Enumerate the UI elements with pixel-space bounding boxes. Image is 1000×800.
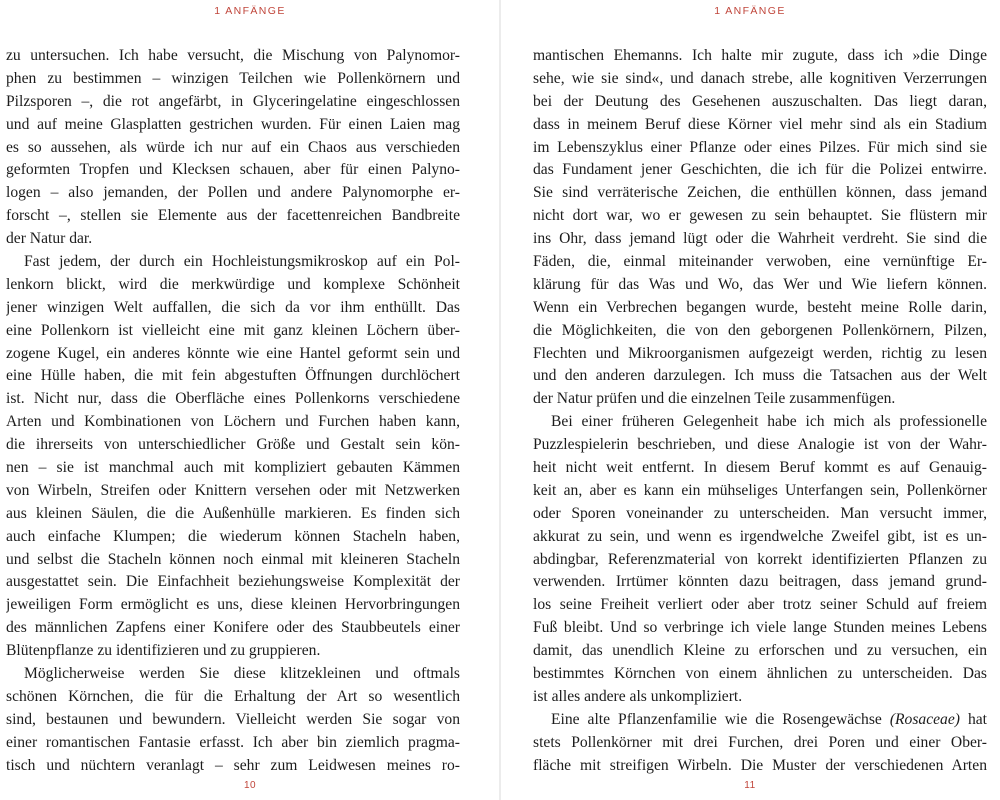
text-line: sehe, wie sie sind«, und danach strebe, alle kognitiven Verzerrungen <box>533 69 987 87</box>
text-line: von Wirbeln, Streifen oder Knittern versehen oder mit Netzwerken <box>6 481 460 499</box>
text-line: und auf meine Glasplatten gestrichen wurden. Für einen Laien mag <box>6 115 460 133</box>
text-line: Möglicherweise werden Sie diese klitzekleinen und oftmals <box>24 665 460 683</box>
text-line: heit nicht weit entfernt. In diesem Beruf kommt es auf Genauig- <box>533 459 987 477</box>
text-line: ausgestattet sein. Die Einfachheit beziehungsweise Komplexität der <box>6 573 460 591</box>
text-line: zogene Kugel, ein anderes könnte wie eine Hantel geformt sein und <box>6 344 460 362</box>
text-line: und selbst die Stacheln können noch einmal mit kleineren Stacheln <box>6 550 460 568</box>
text-line-with-term <box>533 709 987 732</box>
text-line: der Natur dar. <box>6 230 93 248</box>
text-line: das Fundament jener Geschichten, die ich für die Polizei entwirre. <box>533 161 987 179</box>
text-line: des männlichen Zapfens einer Konifere oder des Staubbeutels einer <box>6 619 460 637</box>
text-line: Fäden, die, einmal miteinander verwoben, eine vernünftige Er- <box>533 253 987 271</box>
text-line: Puzzlespielerin beschrieben, und diese Analogie ist von der Wahr- <box>533 436 987 454</box>
text-line: stets Pollenkörner mit drei Furchen, drei Poren und einer Ober- <box>533 733 987 751</box>
text-line: phen zu bestimmen – winzigen Teilchen wie Pollenkörnern und <box>6 69 460 87</box>
italic-term: (Rosaceae) <box>889 710 960 728</box>
text-line: nicht dort war, wo er gewesen zu sein behauptet. Sie flüstern mir <box>533 207 987 225</box>
text-line: verwenden. Irrtümer könnten dazu beitragen, dass jemand grund- <box>533 573 987 591</box>
text-line: eine Hülle haben, die mit fein abgestuften Öffnungen durchlöchert <box>6 367 460 385</box>
text-line: geformten Tropfen und Klecksen schauen, aber für einen Palyno- <box>6 161 460 179</box>
text-line: bei der Deutung des Gesehenen auszuschalten. Das liegt daran, <box>533 92 987 110</box>
text-line: fläche mit streifigen Wirbeln. Die Muster der verschiedenen Arten <box>533 756 987 774</box>
text-line: klärung für das Was und Wo, das Wer und Wie liefern können. <box>533 275 987 293</box>
text-line: zu untersuchen. Ich habe versucht, die Mischung von Palynomor- <box>6 47 460 64</box>
text-line: einer romantischen Fantasie erfasst. Ich aber bin ziemlich pragma- <box>6 733 460 751</box>
text-line: Fuß bleibt. Und so verbringe ich viele lange Stunden meines Lebens <box>533 619 987 637</box>
text-line: dass in meinem Beruf diese Körner viel mehr sind als ein Stadium <box>533 115 987 133</box>
text-line: sind, bestaunen und bewundern. Vielleicht werden Sie sogar von <box>6 710 460 728</box>
text-line: Pilzsporen –, die rot angefärbt, in Glyceringelatine eingeschlossen <box>6 92 460 110</box>
text-line: lenkorn blickt, wird die merkwürdige und komplexe Schönheit <box>6 275 460 293</box>
text-line: damit, das unendlich Kleine zu erforschen und zu versuchen, ein <box>533 642 987 660</box>
text-line: im Lebenszyklus einer Pflanze oder eines Pilzes. Für mich sind sie <box>533 138 987 156</box>
text-line: aus kleinen Säulen, die die Außenhülle markieren. Es finden sich <box>6 504 460 522</box>
text-line: und den anderen darzulegen. Ich muss die Tatsachen aus der Welt <box>533 367 987 385</box>
text-line: ist. Nicht nur, dass die Oberfläche eines Pollenkorns verschiedene <box>6 390 460 408</box>
text-line: oder Sporen voneinander zu unterscheiden. Man versucht immer, <box>533 504 987 522</box>
text-line: die Möglichkeiten, die von den geborgenen Pollenkörnern, Pilzen, <box>533 321 987 339</box>
line-tail: hat <box>967 710 987 728</box>
running-head-left: 1 ANFÄNGE <box>214 5 286 17</box>
text-line: Blütenpflanze zu identifizieren und zu gruppieren. <box>6 642 321 660</box>
text-line: auch einfache Klumpen; die wiederum können Stacheln haben, <box>6 527 460 545</box>
text-line: mantischen Ehemanns. Ich halte mir zugute, dass ich »die Dinge <box>533 47 987 64</box>
text-line: abdingbar, Referenzmaterial von korrekt identifizierten Pflanzen zu <box>533 550 987 568</box>
text-line: Bei einer früheren Gelegenheit habe ich mich als professionelle <box>551 413 987 431</box>
right-text-block <box>533 45 987 778</box>
text-line: eine Pollenkorn ist vielleicht eine mit ganz kleinen Löchern über- <box>6 321 460 339</box>
text-line: Arten und Kombinationen von Löchern und Furchen haben kann, <box>6 413 460 431</box>
text-line: Wenn ein Verbrechen begangen wurde, besteht meine Rolle darin, <box>533 298 987 316</box>
text-line: ist alles andere als unkompliziert. <box>533 687 743 705</box>
text-line: der Natur prüfen und die einzelnen Teile zusammenfügen. <box>533 390 896 408</box>
text-line: es so aussehen, als würde ich nur auf ein Chaos aus verschieden <box>6 138 460 156</box>
text-line: jener winzigen Welt auffallen, die sich da vor ihm enthüllt. Das <box>6 298 460 316</box>
line-text: Eine alte Pflanzenfamilie wie die Rosengewächse <box>551 710 882 728</box>
text-line: tisch und nüchtern veranlagt – sehr zum Leidwesen meines ro- <box>6 756 460 774</box>
text-line: akkurat zu sein, und wenn es irgendwelche Zweifel gibt, ist es un- <box>533 527 987 545</box>
text-line: logen – also jemanden, der Pollen und andere Palynomorphe er- <box>6 184 460 202</box>
text-line: schönen Körnchen, die für die Erhaltung der Art so wesentlich <box>6 687 460 705</box>
text-line: Fast jedem, der durch ein Hochleistungsmikroskop auf ein Pol- <box>24 253 460 271</box>
page-number-left: 10 <box>243 780 257 791</box>
page-number-right: 11 <box>744 780 756 791</box>
text-line: Flechten und Mikroorganismen aufgezeigt werden, richtig zu lesen <box>533 344 987 362</box>
text-line: keit an, aber es kann ein mühseliges Unterfangen sein, Pollenkörner <box>533 481 987 499</box>
text-line: Sie sind verräterische Zeichen, die enthüllen können, dass jemand <box>533 184 987 202</box>
text-line: die ihrerseits von unterschiedlicher Größe und Gestalt sein kön- <box>6 436 460 454</box>
text-line: bestimmtes Körnchen von einem ähnlichen zu unterscheiden. Das <box>533 665 987 683</box>
left-text-block <box>6 45 460 778</box>
text-line: forscht –, stellen sie Elemente aus der facettenreichen Bandbreite <box>6 207 460 225</box>
text-line: jeweiligen Form ermöglicht es uns, diese kleinen Hervorbringungen <box>6 596 460 614</box>
right-page <box>500 0 1000 800</box>
text-line: nen – sie ist manchmal auch mit kompliziert gebauten Kämmen <box>6 459 460 477</box>
text-line: ins Ohr, dass jemand lügt oder die Wahrheit verdreht. Sie sind die <box>533 230 987 248</box>
text-line: los seine Freiheit verliert oder aber trotz seiner Schuld auf freiem <box>533 596 987 614</box>
running-head-right: 1 ANFÄNGE <box>714 5 786 17</box>
